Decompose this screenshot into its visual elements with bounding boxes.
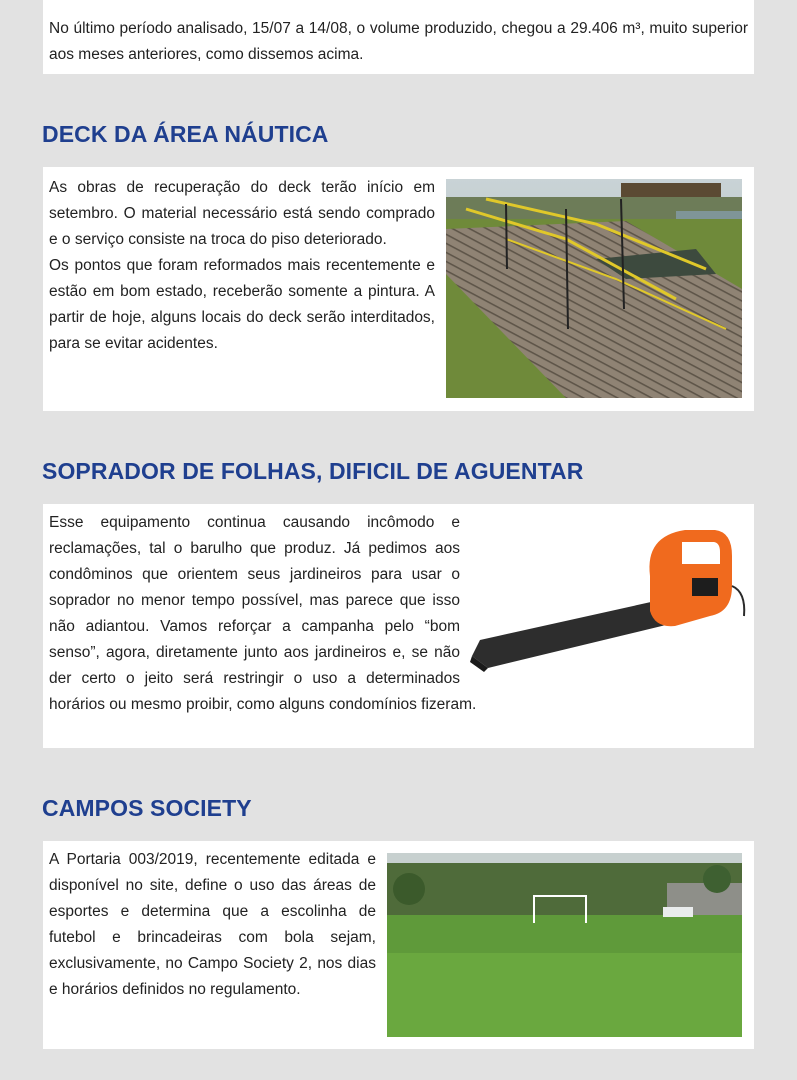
deck-paragraph-1: As obras de recuperação do deck terão início em setembro. O material necessário está sendo comprado e o serviço consiste na troca do piso deteriorado. xyxy=(49,179,435,248)
deck-paragraph-2: Os pontos que foram reformados mais recentemente e estão em bom estado, receberão somente a pintura. A partir de hoje, alguns locais do deck serão interditados, para se evitar acidentes. xyxy=(49,257,435,352)
soccer-field-photo xyxy=(387,853,742,1037)
section-heading-soprador: SOPRADOR DE FOLHAS, DIFICIL DE AGUENTAR xyxy=(42,458,584,484)
soprador-card xyxy=(43,504,754,748)
leaf-blower-photo xyxy=(470,516,748,692)
deck-photo xyxy=(446,179,742,398)
intro-card xyxy=(43,0,754,74)
section-heading-campos: CAMPOS SOCIETY xyxy=(42,795,252,821)
section-heading-deck: DECK DA ÁREA NÁUTICA xyxy=(42,121,329,147)
deck-card xyxy=(43,167,754,411)
campos-paragraph: A Portaria 003/2019, recentemente editada e disponível no site, define o uso das áreas de esportes e determina que a escolinha de futebol e brincadeiras com bola sejam, exclusivamente, no Campo Society 2, nos dias e horários definidos no regulamento. xyxy=(49,851,376,998)
intro-paragraph: No último período analisado, 15/07 a 14/08, o volume produzido, chegou a 29.406 m³, muito superior aos meses anteriores, como dissemos acima. xyxy=(49,20,748,63)
campos-card xyxy=(43,841,754,1049)
soprador-paragraph: Esse equipamento continua causando incômodo e reclamações, tal o barulho que produz. Já pedimos aos condôminos que orientem seus jardineiros para usar o soprador no menor tempo possível, mas parece que isso não adiantou. Vamos reforçar a campanha pelo “bom senso”, agora, diretamente junto aos jardineiros e, se não der certo o jeito será restringir o uso a determinados horários ou mesmo proibir, como alguns condomínios fizeram. xyxy=(49,514,477,713)
